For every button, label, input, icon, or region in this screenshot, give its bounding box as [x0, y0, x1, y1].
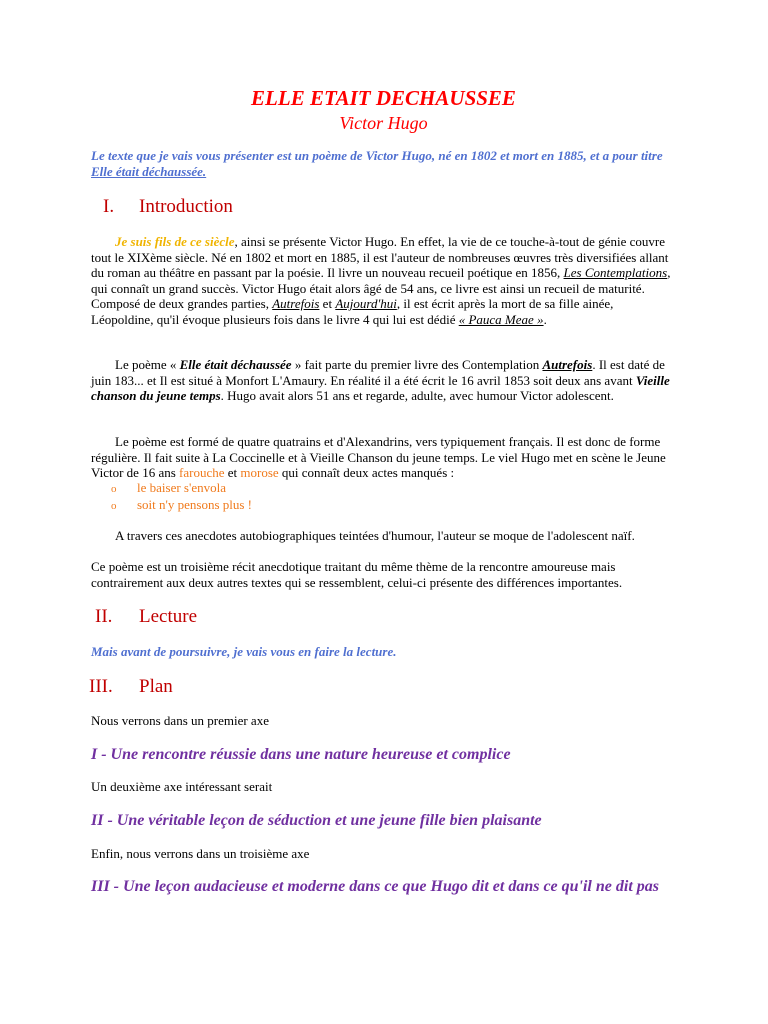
- heading-label: Introduction: [139, 196, 233, 217]
- poem-name: Elle était déchaussée: [179, 357, 292, 372]
- plan-intro-2: Un deuxième axe intéressant serait: [91, 779, 273, 794]
- bullet-marker: o: [111, 500, 117, 512]
- bullet-marker: o: [111, 483, 117, 495]
- plan-axe-1: I - Une rencontre réussie dans une nature heureuse et complice: [91, 746, 511, 763]
- vieille-chanson-ref: Vieille chanson du jeune temps: [91, 372, 670, 403]
- autrefois-ref: Autrefois: [272, 296, 320, 311]
- les-contemplations-ref: Les Contemplations: [563, 265, 668, 280]
- document-title: ELLE ETAIT DECHAUSSEE: [251, 86, 516, 110]
- heading-number: III.: [89, 676, 113, 697]
- plan-intro-3: Enfin, nous verrons dans un troisième axe: [91, 846, 310, 861]
- paragraph-5: Ce poème est un troisième récit anecdotique traitant du même thème de la rencontre amoureuse mais contrairement aux deux autres textes qui se ressemblent, celui-ci présente des différences importantes.: [91, 559, 623, 590]
- heading-label: Lecture: [139, 606, 198, 627]
- heading-lecture: [95, 606, 197, 628]
- heading-number: I.: [103, 196, 115, 217]
- poem-title-link: Elle était déchaussée.: [91, 164, 207, 179]
- lecture-sentence: Mais avant de poursuivre, je vais vous en faire la lecture.: [91, 644, 397, 659]
- intro-sentence: [91, 148, 676, 180]
- heading-introduction: [103, 196, 233, 218]
- bullet-list: [111, 480, 252, 514]
- heading-plan: [89, 676, 173, 698]
- pauca-meae-ref: « Pauca Meae »: [458, 311, 544, 327]
- paragraph-1: Je suis fils de ce siècle, ainsi se présente Victor Hugo. En effet, la vie de ce touche-à-tout de génie couvre tout le XIXème siècle. Né en 1802 et mort en 1885, il est l'auteur de nombreuses œuvres très diversifiées allant du roman au théâtre en passant par la poésie. Il livre un nouveau recueil poétique en 1856, Les Contemplations, qui connaît un grand succès. Victor Hugo était alors âgé de 54 ans, ce livre est ainsi un recueil de maturité. Composé de deux grandes parties, Autrefois et Aujourd'hui, il est écrit après la mort de sa fille ainée, Léopoldine, qu'il évoque plusieurs fois dans le livre 4 qui lui est dédié « Pauca Meae ».: [91, 234, 671, 327]
- list-item: o soit n'y pensons plus !: [111, 497, 253, 512]
- paragraph-3: Le poème est formé de quatre quatrains et d'Alexandrins, vers typiquement français. Il est donc de forme régulière. Il fait suite à La Coccinelle et à Vieille Chanson du jeune temps. Le viel Hugo met en scène le Jeune Victor de 16 ans farouche et morose qui connaît deux actes manqués :: [91, 434, 666, 480]
- paragraph-2: Le poème « Elle était déchaussée » fait parte du premier livre des Contemplation Autrefois. Il est daté de juin 183... et Il est situé à Monfort L'Amaury. En réalité il a été écrit le 16 avril 1853 soit deux ans avant Vieille chanson du jeune temps. Hugo avait alors 51 ans et regarde, adulte, avec humour Victor adolescent.: [91, 357, 670, 403]
- heading-label: Plan: [139, 676, 173, 697]
- word-farouche: farouche: [179, 465, 225, 480]
- word-morose: morose: [240, 465, 279, 480]
- plan-axe-2: II - Une véritable leçon de séduction et une jeune fille bien plaisante: [91, 812, 542, 829]
- autrefois-ref-2: Autrefois: [542, 357, 593, 372]
- author-name: Victor Hugo: [339, 113, 428, 133]
- aujourdhui-ref: Aujourd'hui: [335, 296, 397, 311]
- heading-number: II.: [95, 606, 113, 627]
- intro-text: Le texte que je vais vous présenter est un poème de Victor Hugo, né en 1802 et mort en 1885, et a pour titre: [91, 148, 663, 163]
- quote-fils-du-siecle: Je suis fils de ce siècle: [115, 234, 235, 249]
- plan-axe-3: III - Une leçon audacieuse et moderne dans ce que Hugo dit et dans ce qu'il ne dit pas: [91, 878, 659, 895]
- plan-intro-1: Nous verrons dans un premier axe: [91, 713, 269, 728]
- paragraph-4: A travers ces anecdotes autobiographiques teintées d'humour, l'auteur se moque de l'adolescent naïf.: [115, 528, 635, 543]
- list-item: o le baiser s'envola: [111, 480, 226, 495]
